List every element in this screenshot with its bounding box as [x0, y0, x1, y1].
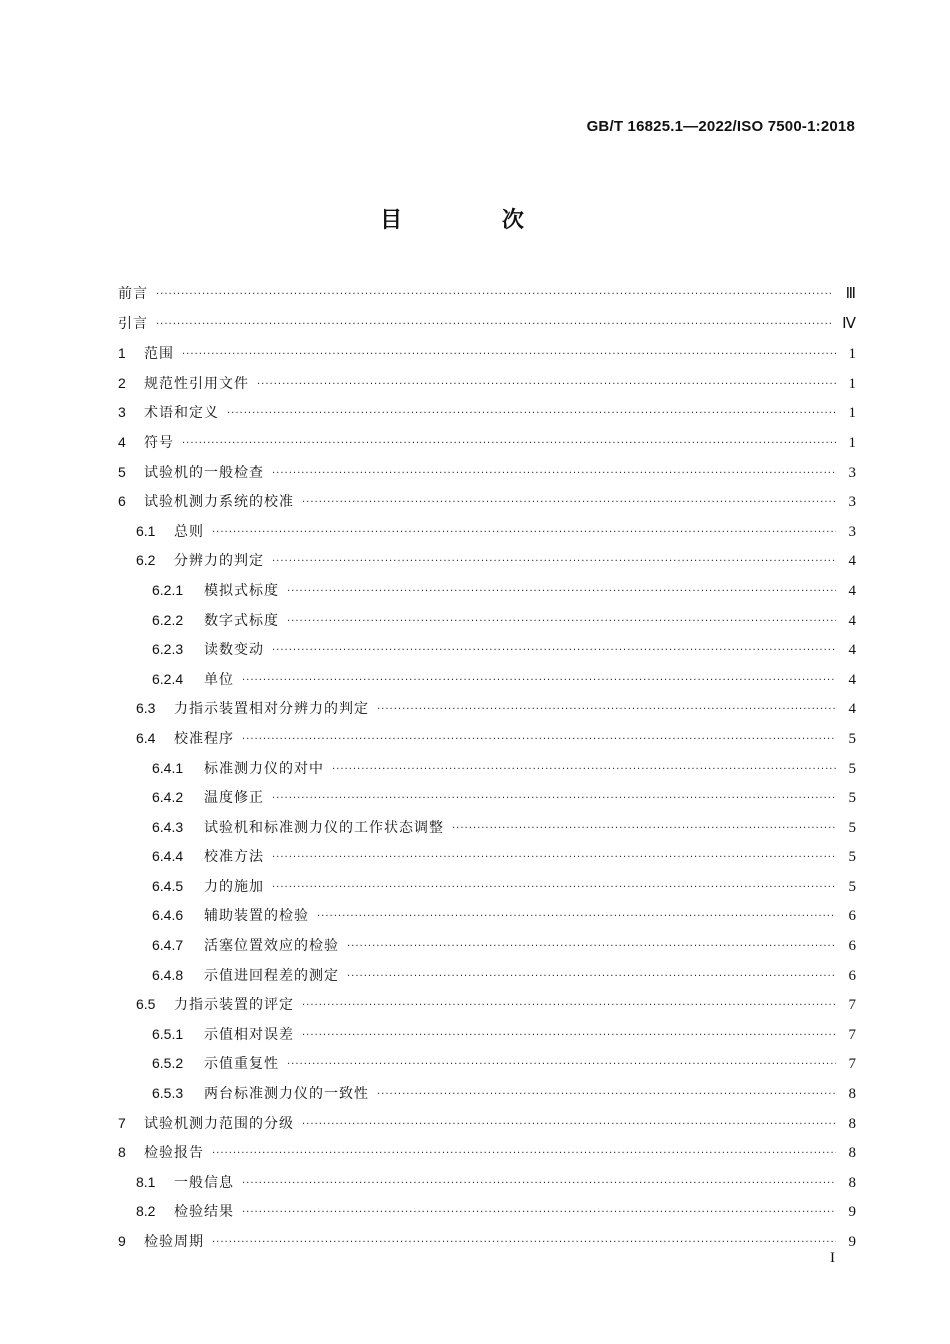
toc-entry-label: 读数变动 [204, 642, 264, 659]
toc-entry-label: 前言 [118, 286, 148, 302]
toc-entry[interactable] [118, 872, 856, 902]
toc-entry-number: 2 [118, 374, 126, 391]
toc-entry-page: 8 [848, 1145, 856, 1162]
toc-entry-page: 5 [848, 760, 856, 777]
toc-entry-number: 3 [118, 404, 126, 421]
toc-entry-page: 4 [848, 612, 856, 629]
toc-entry-number: 6.5.3 [152, 1085, 184, 1102]
toc-entry-number: 6.1 [136, 522, 156, 539]
toc-dot-leader [287, 577, 836, 607]
toc-entry[interactable] [118, 961, 856, 991]
toc-entry-label: 力的施加 [204, 878, 264, 895]
toc-entry-label: 标准测力仪的对中 [204, 760, 324, 777]
toc-entry-label: 检验报告 [144, 1145, 204, 1162]
toc-dot-leader [242, 666, 836, 696]
toc-entry-number: 8.1 [136, 1173, 156, 1190]
toc-entry-label: 示值相对误差 [204, 1026, 294, 1043]
toc-entry-number: 6.3 [136, 700, 156, 717]
toc-entry[interactable] [118, 517, 856, 547]
toc-entry[interactable] [118, 1227, 856, 1257]
toc-entry-page: 5 [848, 819, 856, 836]
toc-dot-leader [182, 429, 836, 459]
toc-entry[interactable] [118, 458, 856, 488]
toc-dot-leader [212, 1228, 836, 1258]
toc-entry-label: 总则 [174, 523, 204, 540]
toc-entry-page: 4 [848, 701, 856, 718]
toc-entry-number: 6.2.3 [152, 641, 184, 658]
toc-entry-label: 检验周期 [144, 1234, 204, 1250]
toc-entry[interactable] [118, 931, 856, 961]
toc-entry-page: 8 [848, 1115, 856, 1132]
toc-entry[interactable] [118, 724, 856, 754]
toc-entry-number: 6.4.1 [152, 759, 184, 776]
toc-entry-page: 4 [848, 553, 856, 570]
toc-entry[interactable] [118, 813, 856, 843]
toc-entry[interactable] [118, 694, 856, 724]
toc-entry-page: 3 [848, 523, 856, 540]
toc-entry-label: 试验机的一般检查 [144, 464, 264, 481]
toc-entry-page: 6 [848, 908, 856, 925]
toc-dot-leader [272, 843, 836, 873]
toc-dot-leader [377, 1080, 836, 1110]
toc-entry-number: 1 [118, 345, 126, 362]
toc-entry-number: 6.4 [136, 729, 156, 746]
toc-entry-number: 8 [118, 1144, 126, 1161]
toc-entry-label: 一般信息 [174, 1174, 234, 1191]
toc-entry-label: 规范性引用文件 [144, 375, 249, 392]
toc-dot-leader [317, 902, 836, 932]
toc-entry[interactable] [118, 310, 856, 340]
toc-entry-number: 6.2.2 [152, 611, 184, 628]
toc-entry-label: 数字式标度 [204, 612, 279, 629]
toc-dot-leader [257, 370, 836, 400]
toc-entry-page: 4 [848, 582, 856, 599]
toc-entry-number: 6.5 [136, 996, 156, 1013]
toc-entry[interactable] [118, 576, 856, 606]
toc-entry-number: 6.5.1 [152, 1025, 184, 1042]
toc-entry-page: 6 [848, 938, 856, 955]
toc-entry-label: 两台标准测力仪的一致性 [204, 1086, 369, 1103]
toc-entry-label: 分辨力的判定 [174, 553, 264, 570]
toc-entry-page: 3 [848, 464, 856, 481]
toc-entry[interactable] [118, 1138, 856, 1168]
toc-entry-number: 6.4.3 [152, 818, 184, 835]
toc-entry[interactable] [118, 783, 856, 813]
toc-entry-label: 试验机测力系统的校准 [144, 494, 294, 511]
toc-dot-leader [242, 725, 836, 755]
toc-entry-label: 模拟式标度 [204, 582, 279, 599]
toc-entry-label: 辅助装置的检验 [204, 908, 309, 925]
toc-entry-page: 1 [848, 346, 856, 363]
toc-entry-label: 活塞位置效应的检验 [204, 938, 339, 955]
toc-dot-leader [452, 814, 836, 844]
toc-entry-label: 引言 [118, 315, 148, 332]
toc-entry-page: 5 [848, 730, 856, 747]
toc-entry-page: 6 [848, 967, 856, 984]
toc-entry-label: 单位 [204, 671, 234, 688]
toc-dot-leader [156, 310, 836, 340]
toc-entry-label: 示值进回程差的测定 [204, 967, 339, 984]
toc-entry-page: 7 [848, 1056, 856, 1073]
toc-entry[interactable] [118, 487, 856, 517]
toc-entry-label: 力指示装置相对分辨力的判定 [174, 701, 369, 718]
toc-entry-page: 7 [848, 1026, 856, 1043]
toc-entry-label: 校准程序 [174, 730, 234, 747]
toc-entry-number: 5 [118, 463, 126, 480]
toc-dot-leader [287, 1050, 836, 1080]
toc-entry[interactable] [118, 842, 856, 872]
toc-entry-page: 1 [848, 375, 856, 392]
toc-entry[interactable] [118, 754, 856, 784]
toc-dot-leader [212, 518, 836, 548]
toc-entry-page: 5 [848, 849, 856, 866]
toc-entry[interactable] [118, 1079, 856, 1109]
toc-entry[interactable] [118, 901, 856, 931]
toc-dot-leader [272, 873, 836, 903]
toc-entry-label: 温度修正 [204, 790, 264, 807]
toc-dot-leader [332, 755, 836, 785]
toc-entry[interactable] [118, 369, 856, 399]
toc-entry-number: 6.5.2 [152, 1055, 184, 1072]
toc-entry-number: 6.2 [136, 552, 156, 569]
toc-dot-leader [272, 547, 836, 577]
page-number: I [830, 1250, 835, 1266]
toc-dot-leader [377, 695, 836, 725]
standard-code: GB/T 16825.1—2022/ISO 7500-1:2018 [586, 118, 855, 135]
toc-entry-number: 6.4.2 [152, 789, 184, 806]
toc-dot-leader [272, 784, 836, 814]
toc-entry-page: 5 [848, 878, 856, 895]
page-title: 目 次 [380, 208, 570, 233]
toc-dot-leader [156, 280, 836, 310]
toc-entry-page: Ⅳ [842, 315, 856, 332]
toc-entry[interactable] [118, 635, 856, 665]
toc-dot-leader [242, 1169, 836, 1199]
toc-entry-page: 1 [848, 405, 856, 422]
toc-entry-number: 6.2.1 [152, 581, 184, 598]
table-of-contents [118, 280, 856, 1257]
toc-dot-leader [302, 1110, 836, 1140]
toc-dot-leader [227, 399, 836, 429]
toc-entry-label: 范围 [144, 346, 174, 363]
toc-entry-label: 试验机和标准测力仪的工作状态调整 [204, 819, 444, 836]
toc-entry[interactable] [118, 665, 856, 695]
toc-dot-leader [347, 962, 836, 992]
toc-entry[interactable] [118, 546, 856, 576]
toc-entry-number: 8.2 [136, 1203, 156, 1220]
toc-dot-leader [212, 1139, 836, 1169]
toc-entry[interactable] [118, 1020, 856, 1050]
toc-entry-page: 3 [848, 494, 856, 511]
toc-entry-number: 6.4.4 [152, 848, 184, 865]
toc-entry-label: 校准方法 [204, 849, 264, 866]
toc-dot-leader [242, 1198, 836, 1228]
toc-entry-page: 4 [848, 642, 856, 659]
toc-dot-leader [272, 459, 836, 489]
toc-entry-number: 9 [118, 1233, 126, 1249]
toc-dot-leader [182, 340, 836, 370]
toc-entry[interactable] [118, 339, 856, 369]
toc-entry[interactable] [118, 398, 856, 428]
toc-entry[interactable] [118, 1109, 856, 1139]
toc-entry-page: 9 [848, 1234, 856, 1250]
toc-dot-leader [347, 932, 836, 962]
toc-dot-leader [302, 488, 836, 518]
toc-entry-page: Ⅲ [845, 286, 856, 302]
toc-dot-leader [302, 1021, 836, 1051]
toc-entry-number: 6 [118, 493, 126, 510]
toc-entry-label: 术语和定义 [144, 405, 219, 422]
toc-entry-page: 8 [848, 1174, 856, 1191]
toc-entry-page: 7 [848, 997, 856, 1014]
toc-entry[interactable] [118, 1168, 856, 1198]
toc-entry-number: 6.4.5 [152, 877, 184, 894]
toc-entry-number: 6.4.6 [152, 907, 184, 924]
toc-entry[interactable] [118, 428, 856, 458]
toc-entry[interactable] [118, 990, 856, 1020]
toc-entry-page: 1 [848, 434, 856, 451]
toc-dot-leader [272, 636, 836, 666]
toc-entry-page: 8 [848, 1086, 856, 1103]
toc-entry-label: 力指示装置的评定 [174, 997, 294, 1014]
toc-entry[interactable] [118, 1049, 856, 1079]
toc-entry[interactable] [118, 1197, 856, 1227]
toc-entry-number: 7 [118, 1114, 126, 1131]
toc-entry-number: 6.4.7 [152, 937, 184, 954]
toc-dot-leader [302, 991, 836, 1021]
toc-entry-page: 9 [848, 1204, 856, 1221]
toc-entry-label: 试验机测力范围的分级 [144, 1115, 294, 1132]
toc-entry-label: 检验结果 [174, 1204, 234, 1221]
toc-entry-page: 5 [848, 790, 856, 807]
toc-dot-leader [287, 607, 836, 637]
toc-entry[interactable] [118, 606, 856, 636]
toc-entry-label: 示值重复性 [204, 1056, 279, 1073]
toc-entry-number: 6.4.8 [152, 966, 184, 983]
toc-entry-number: 4 [118, 433, 126, 450]
toc-entry[interactable] [118, 280, 856, 310]
toc-entry-number: 6.2.4 [152, 670, 184, 687]
toc-entry-label: 符号 [144, 434, 174, 451]
toc-entry-page: 4 [848, 671, 856, 688]
